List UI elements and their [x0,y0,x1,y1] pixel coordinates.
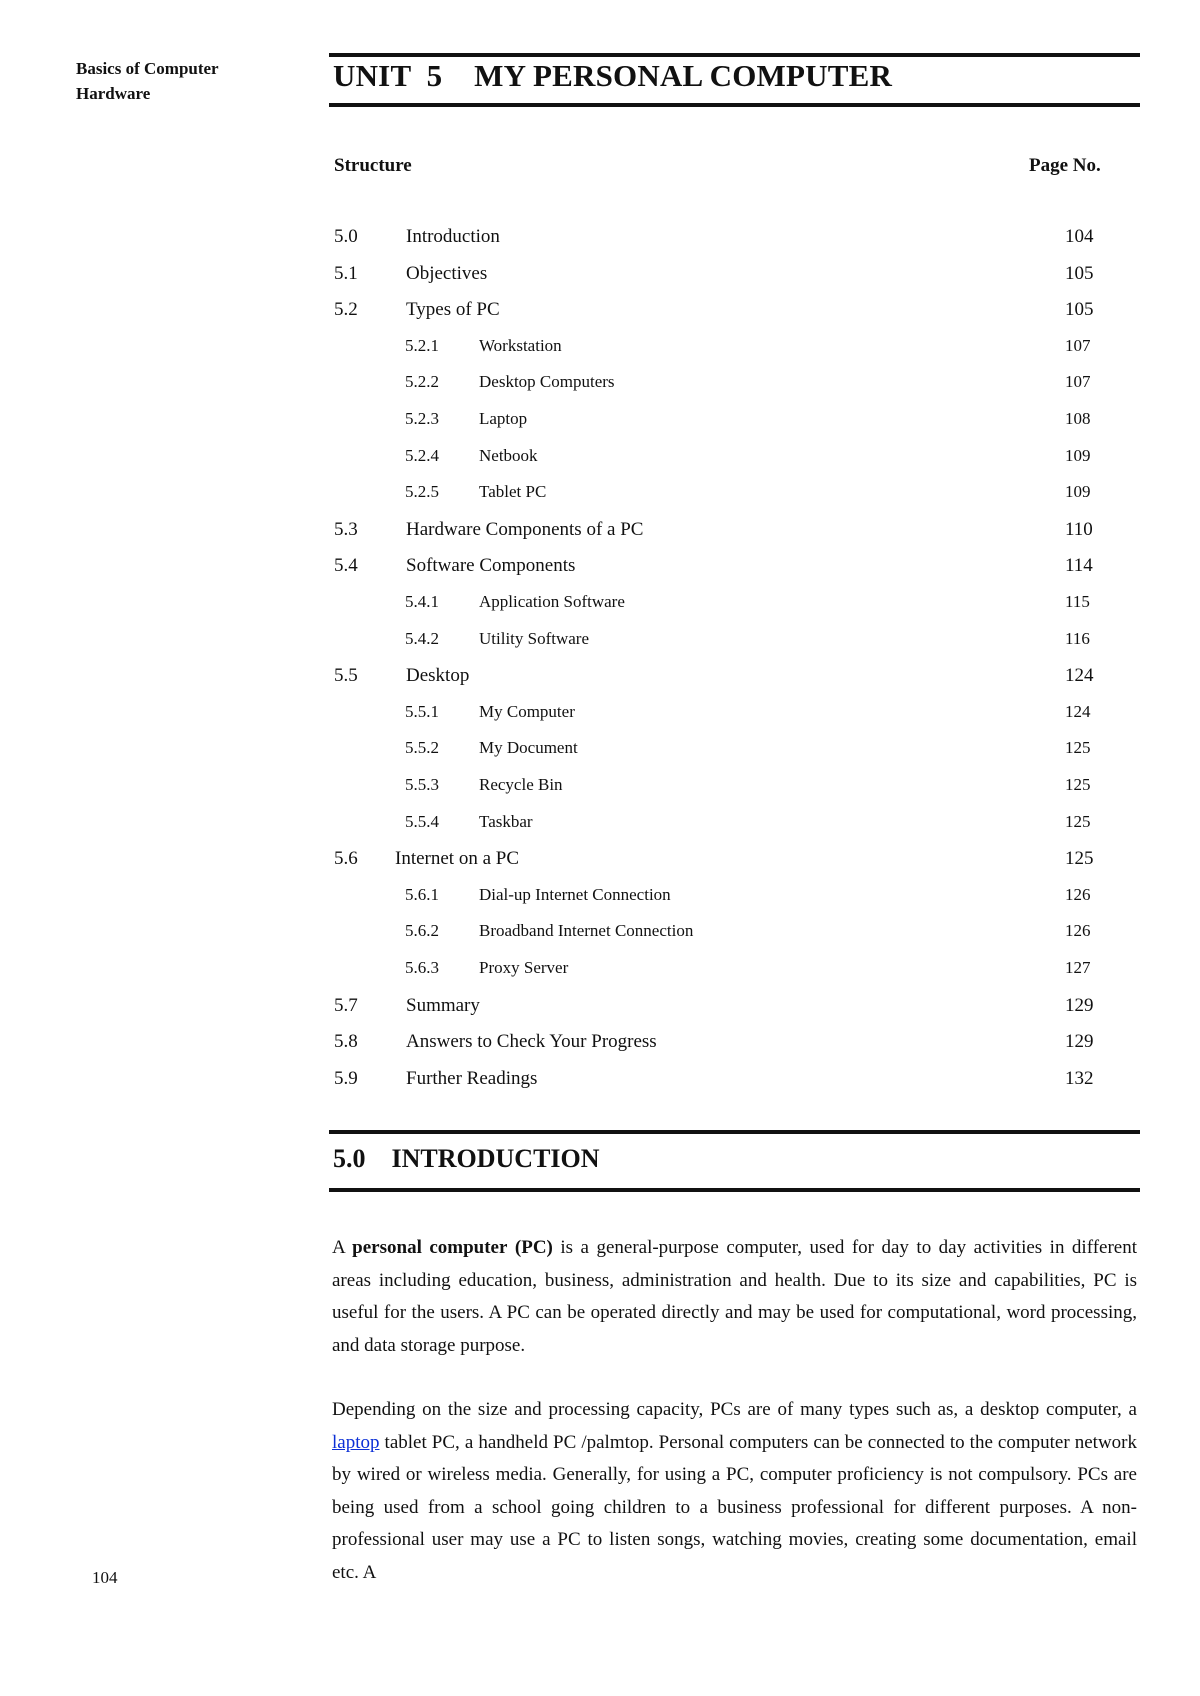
toc-entry-number: 5.2.2 [405,372,439,392]
toc-entry-title: Broadband Internet Connection [479,921,694,941]
toc-entry-title: Utility Software [479,628,590,648]
toc-entry-title: Types of PC [406,299,500,321]
toc-entry-page: 115 [1065,592,1090,611]
toc-entry-page: 108 [1065,409,1091,428]
toc-entry-number: 5.2.1 [405,335,439,355]
toc-entry-title: Hardware Components of a PC [406,518,644,540]
running-head-line-1: Basics of Computer [76,59,219,78]
toc-entry-page: 107 [1065,335,1091,355]
toc-entry-page: 105 [1065,262,1094,284]
toc-entry-title: Taskbar [479,811,533,831]
toc-entry-title: Internet on a PC [395,848,520,870]
toc-entry-title: Laptop [479,409,528,428]
para1-term: personal computer [352,1237,508,1258]
running-head-line-2: Hardware [76,84,151,103]
toc-entry-number: 5.5.2 [405,738,439,758]
toc-entry-page: 126 [1065,921,1091,941]
toc-entry-page: 129 [1065,1031,1094,1053]
toc-entry-page: 125 [1065,775,1091,794]
toc-entry-number: 5.2.5 [405,482,439,502]
toc-entry-number: 5.8 [334,1031,358,1053]
toc-entry-title: Netbook [479,445,538,465]
unit-title: UNIT 5 MY PERSONAL COMPUTER [333,58,893,93]
toc-entry-page: 107 [1065,372,1091,392]
toc-entry-number: 5.6 [334,848,358,870]
toc-entry-title: Further Readings [406,1067,538,1089]
toc-entry-number: 5.2 [334,299,358,321]
toc-entry-title: Workstation [479,335,562,355]
toc-entry-number: 5.5.1 [405,701,439,721]
para1-abbr: (PC) [514,1237,553,1258]
toc-entry-page: 105 [1065,299,1094,321]
toc-entry-number: 5.2.4 [405,445,439,465]
toc-entry-page: 110 [1065,518,1093,540]
toc-entry-number: 5.6.1 [405,884,439,904]
toc-entry-title: Dial-up Internet Connection [479,884,671,904]
toc-entry-page: 104 [1065,226,1094,247]
toc-entry-title: Recycle Bin [479,775,563,794]
toc-entry-page: 109 [1065,445,1091,465]
toc-entry-number: 5.5 [334,665,358,687]
toc-entry-page: 125 [1065,738,1091,758]
unit-title-top-rule [329,53,1140,57]
intro-paragraph-2 [332,1394,1137,1589]
toc-entry-number: 5.5.3 [405,775,439,794]
toc-entry-title: Proxy Server [479,958,569,977]
toc-entry-page: 125 [1065,811,1091,831]
introduction-heading: 5.0 INTRODUCTION [333,1144,600,1173]
toc-entry-number: 5.4.2 [405,628,439,648]
toc-entry-page: 129 [1065,994,1094,1016]
intro-top-rule [329,1130,1140,1134]
toc-entry-title: Objectives [406,262,488,284]
toc-entry-page: 114 [1065,555,1093,577]
para2-before-link: Depending on the size and processing capacity, PCs are of many types such as, a desktop computer, a [332,1399,1137,1420]
unit-title-bottom-rule [329,103,1140,107]
toc-entry-title: Tablet PC [479,482,547,502]
para2-after-link: tablet PC, a handheld PC /palmtop. Personal computers can be connected to the computer network by wired or wireless media. Generally, for using a PC, computer proficiency is not compulsory. PCs are being used from a school going children to a business professional for different purposes. A non-professional user may use a PC to listen songs, watching movies, creating some documentation, email etc. A [332,1431,1137,1583]
laptop-link[interactable]: laptop [332,1431,380,1453]
toc-entry-page: 124 [1065,701,1091,721]
toc-entry-title: Answers to Check Your Progress [406,1031,657,1053]
toc-entry-number: 5.0 [334,226,358,247]
toc-entry-title: Desktop Computers [479,372,615,392]
toc-entry-page: 109 [1065,482,1091,502]
toc-entry-number: 5.4 [334,555,358,577]
toc-entry-title: Introduction [406,226,500,247]
toc-entry-title: Desktop [406,665,470,687]
toc-entry-page: 124 [1065,665,1094,687]
toc-entry-page: 126 [1065,884,1091,904]
toc-entry-page: 127 [1065,958,1091,977]
structure-heading: Structure [334,155,412,176]
toc-entry-title: Software Components [406,555,576,577]
para1-prefix: A [332,1237,353,1258]
running-head [76,56,276,106]
page-number: 104 [92,1568,118,1587]
toc-entry-page: 125 [1065,848,1094,870]
toc-entry-number: 5.2.3 [405,409,439,428]
toc-entry-title: Summary [406,994,480,1016]
toc-entry-number: 5.5.4 [405,811,439,831]
para1-rest: is a general-purpose computer, used for day to day activities in different areas including education, business, administration and health. Due to its size and capabilities, PC is useful for the users. A PC can be operated directly and may be used for computational, word processing, and data storage purpose. [332,1237,1137,1356]
toc-entry-number: 5.6.3 [405,958,439,977]
intro-bottom-rule [329,1188,1140,1192]
toc-entry-number: 5.6.2 [405,921,439,941]
page-no-heading: Page No. [1029,155,1101,176]
toc-entry-page: 132 [1065,1067,1094,1089]
toc-entry-number: 5.9 [334,1067,358,1089]
toc-entry-title: My Document [479,738,578,758]
toc-entry-number: 5.3 [334,518,358,540]
toc-entry-title: My Computer [479,701,575,721]
toc-entry-number: 5.7 [334,994,358,1016]
intro-paragraph-1 [332,1232,1137,1362]
toc-entry-page: 116 [1065,628,1090,648]
toc-entry-number: 5.1 [334,262,358,284]
toc-entry-number: 5.4.1 [405,592,439,611]
toc-entry-title: Application Software [479,592,625,611]
